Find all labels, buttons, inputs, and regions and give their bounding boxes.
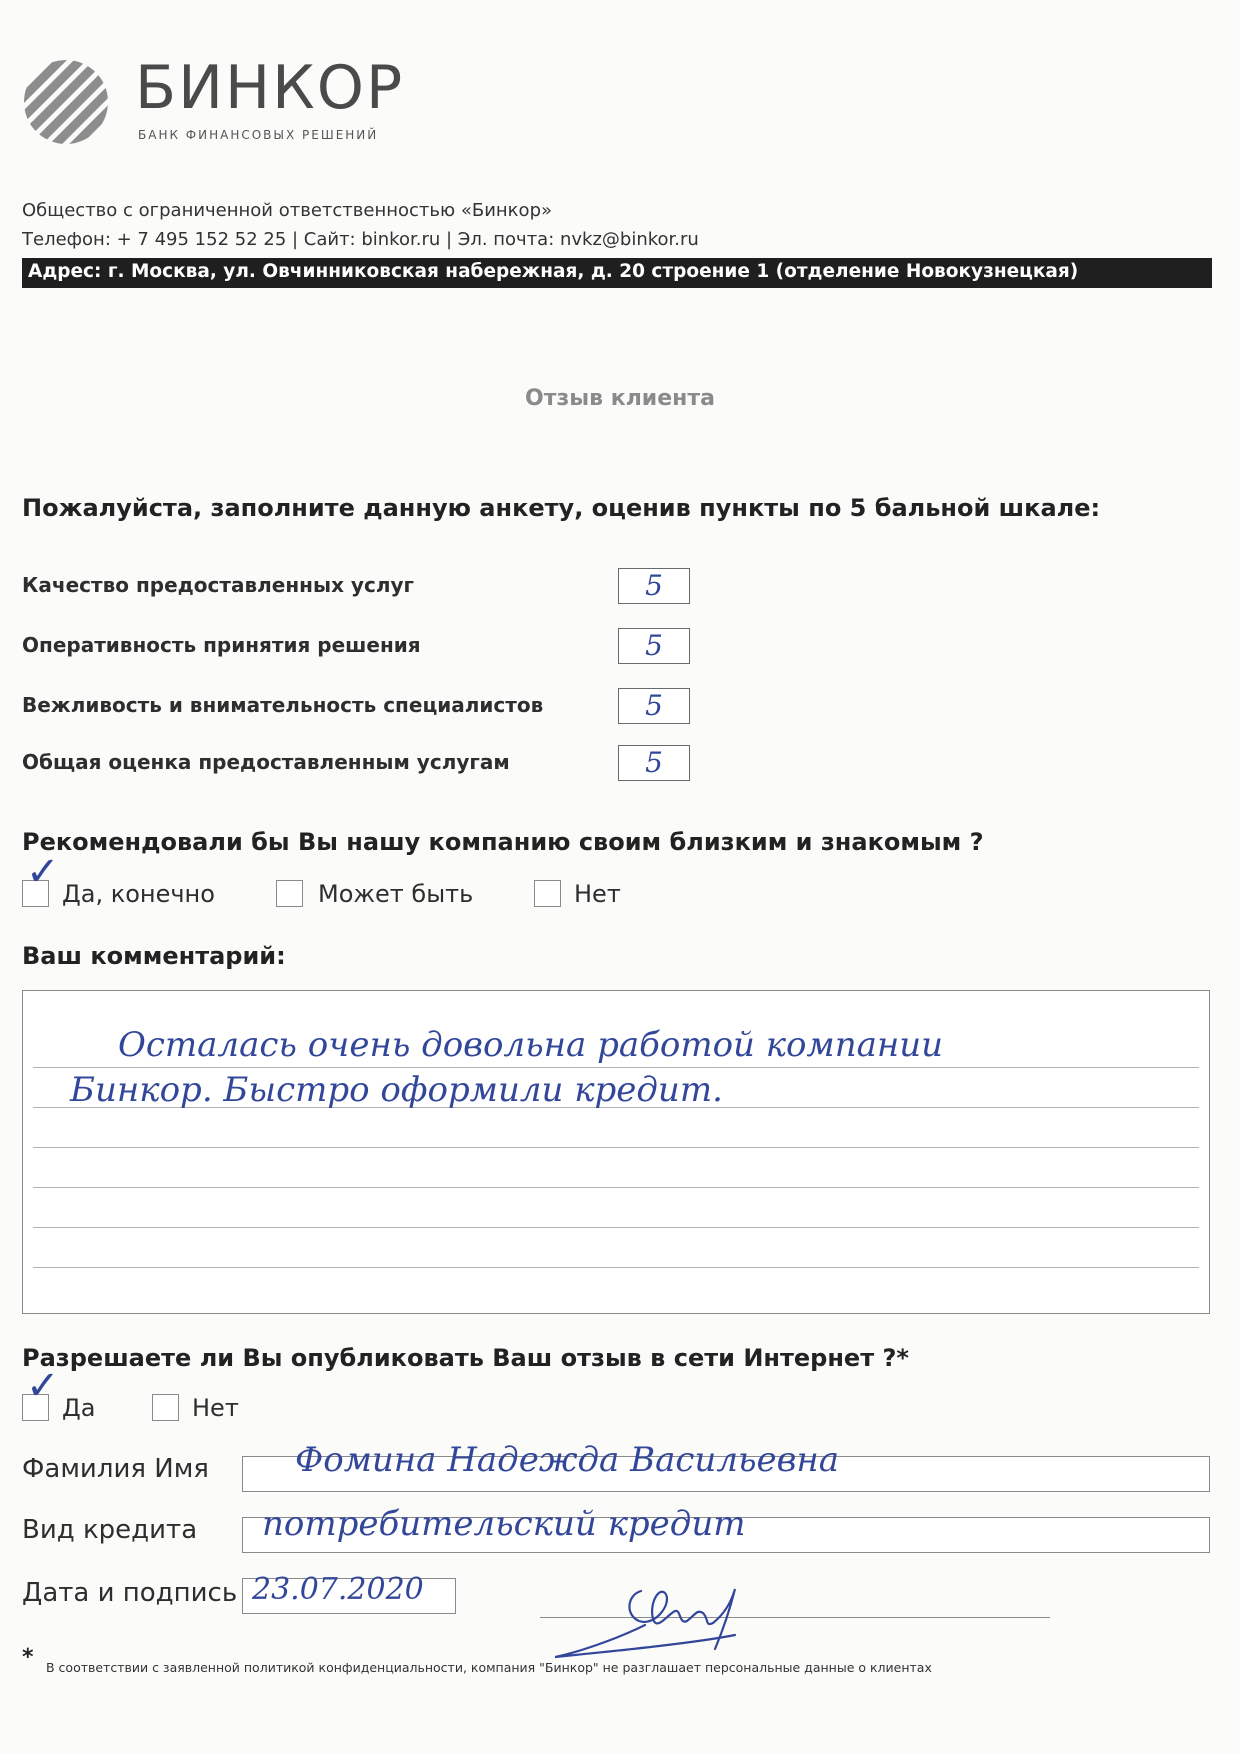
checkbox-publish-no[interactable] — [152, 1394, 179, 1421]
score-value: 5 — [645, 689, 663, 722]
recommend-question: Рекомендовали бы Вы нашу компанию своим близким и знакомым ? — [22, 828, 984, 856]
comment-line: Осталась очень довольна работой компании — [118, 1025, 944, 1065]
score-box[interactable] — [618, 568, 690, 604]
bank-logo-icon — [22, 58, 110, 146]
checkbox-maybe[interactable] — [276, 880, 303, 907]
logo-name: БИНКОР — [135, 53, 405, 123]
comment-title: Ваш комментарий: — [22, 942, 286, 970]
criterion-label: Качество предоставленных услуг — [22, 573, 414, 597]
publish-question: Разрешаете ли Вы опубликовать Ваш отзыв в сети Интернет ?* — [22, 1344, 909, 1372]
option-yes-of-course: Да, конечно — [62, 880, 215, 908]
name-value: Фомина Надежда Васильевна — [295, 1440, 840, 1480]
criterion-label: Вежливость и внимательность специалистов — [22, 693, 544, 717]
date-signature-label: Дата и подпись — [22, 1578, 238, 1608]
score-box[interactable] — [618, 628, 690, 664]
score-value: 5 — [645, 746, 663, 779]
option-publish-yes: Да — [62, 1394, 96, 1422]
address-text: Адрес: г. Москва, ул. Овчинниковская набережная, д. 20 строение 1 (отделение Новокузнецкая) — [28, 261, 1079, 282]
score-box[interactable] — [618, 745, 690, 781]
footnote-text: В соответствии с заявленной политикой конфиденциальности, компания "Бинкор" не разглашает персональные данные о клиентах — [46, 1660, 932, 1675]
date-value: 23.07.2020 — [252, 1572, 424, 1607]
comment-line: Бинкор. Быстро оформили кредит. — [70, 1070, 723, 1110]
score-value: 5 — [645, 569, 663, 602]
logo-tagline: БАНК ФИНАНСОВЫХ РЕШЕНИЙ — [138, 128, 379, 142]
company-name: Общество с ограниченной ответственностью «Бинкор» — [22, 200, 553, 221]
checkmark-icon: ✓ — [26, 849, 60, 895]
credit-type-label: Вид кредита — [22, 1515, 198, 1545]
checkmark-icon: ✓ — [26, 1363, 60, 1409]
rating-question: Пожалуйста, заполните данную анкету, оценив пункты по 5 бальной шкале: — [22, 494, 1101, 522]
credit-type-value: потребительский кредит — [262, 1504, 746, 1544]
checkbox-no[interactable] — [534, 880, 561, 907]
option-publish-no: Нет — [192, 1394, 239, 1422]
option-maybe: Может быть — [318, 880, 474, 908]
criterion-label: Общая оценка предоставленным услугам — [22, 750, 510, 774]
signature-icon — [555, 1585, 1065, 1665]
criterion-label: Оперативность принятия решения — [22, 633, 421, 657]
option-no: Нет — [574, 880, 621, 908]
company-contacts: Телефон: + 7 495 152 52 25 | Сайт: binkor.ru | Эл. почта: nvkz@binkor.ru — [22, 229, 699, 250]
score-box[interactable] — [618, 688, 690, 724]
form-title: Отзыв клиента — [525, 386, 715, 411]
name-label: Фамилия Имя — [22, 1454, 209, 1484]
score-value: 5 — [645, 629, 663, 662]
footnote-mark: * — [22, 1645, 34, 1670]
